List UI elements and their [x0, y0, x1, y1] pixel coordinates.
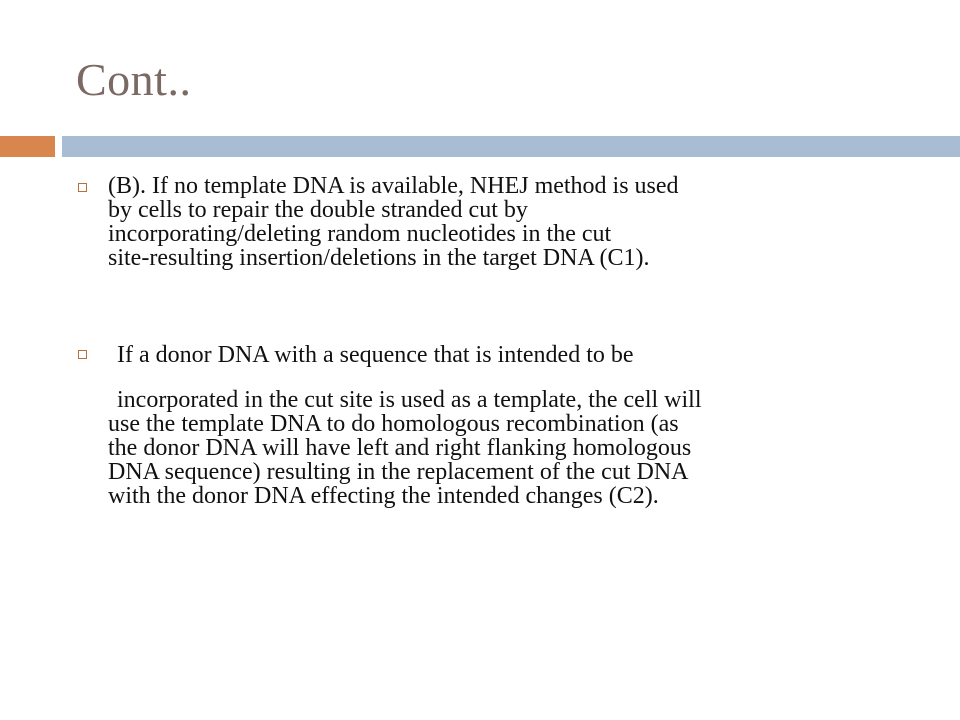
paragraph-line: DNA sequence) resulting in the replacement of the cut DNA [108, 459, 689, 485]
square-bullet-icon [78, 350, 87, 359]
paragraph-line: (B). If no template DNA is available, NHEJ method is used [108, 173, 679, 199]
slide-title: Cont.. [76, 54, 192, 105]
square-bullet-icon [78, 183, 87, 192]
title-accent-bar [0, 136, 55, 157]
paragraph-line: use the template DNA to do homologous recombination (as [108, 411, 679, 437]
paragraph-line: with the donor DNA effecting the intended changes (C2). [108, 483, 659, 509]
paragraph-line: the donor DNA will have left and right flanking homologous [108, 435, 692, 461]
bullet-paragraph-donor [117, 343, 634, 367]
title-divider-bar [62, 136, 960, 157]
paragraph-line: site-resulting insertion/deletions in the target DNA (C1). [108, 245, 650, 271]
paragraph-line: incorporating/deleting random nucleotides in the cut [108, 221, 612, 247]
bullet-paragraph-nhej [108, 174, 679, 270]
continuation-first-line: incorporated in the cut site is used as a template, the cell will [117, 387, 702, 413]
continuation-paragraph [108, 412, 691, 508]
paragraph-line: If a donor DNA with a sequence that is intended to be [117, 342, 634, 368]
paragraph-line: by cells to repair the double stranded cut by [108, 197, 528, 223]
